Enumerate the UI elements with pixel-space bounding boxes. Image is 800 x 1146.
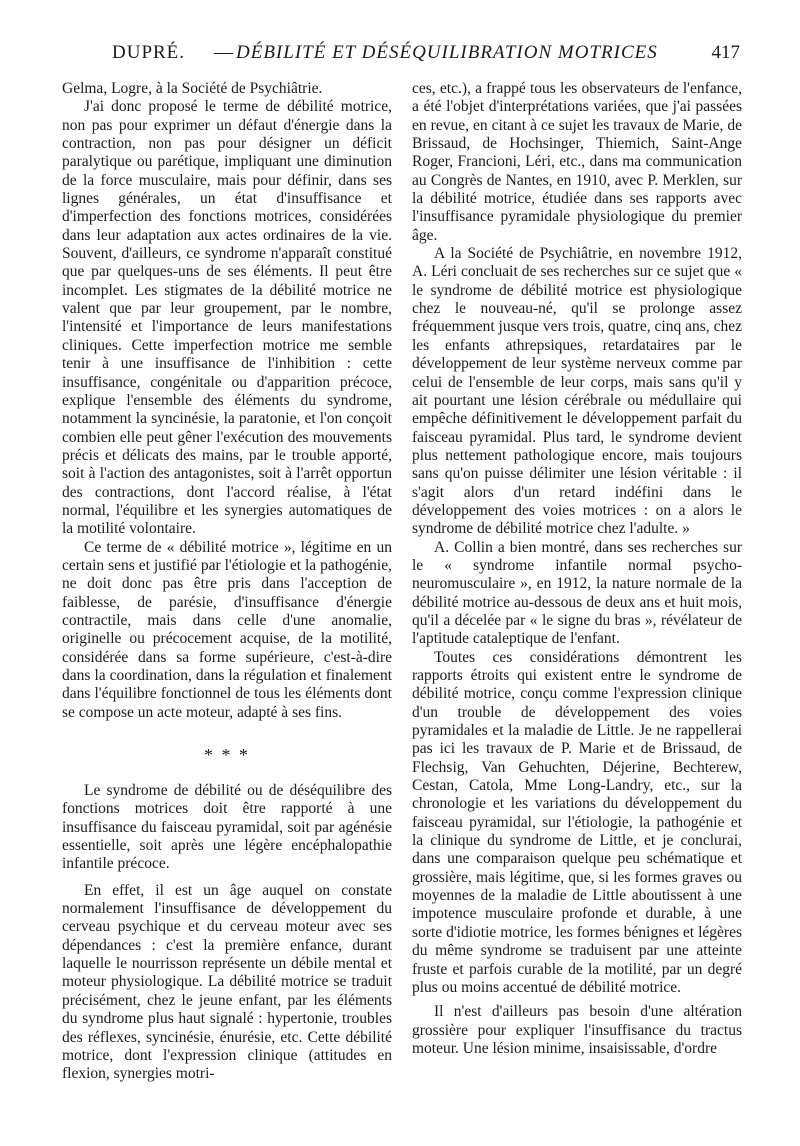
running-header bbox=[60, 40, 740, 70]
paragraph: Il n'est d'ailleurs pas besoin d'une altération grossière pour expliquer l'insuffisance du tractus moteur. Une lésion minime, insaisissable, d'ordre bbox=[412, 1003, 742, 1057]
header-title: DÉBILITÉ ET DÉSÉQUILIBRATION MOTRICES bbox=[236, 42, 658, 63]
paragraph: Gelma, Logre, à la Société de Psychiâtrie. bbox=[62, 80, 323, 97]
left-column bbox=[62, 80, 392, 1084]
paragraph: J'ai donc proposé le terme de débilité motrice, non pas pour exprimer un défaut d'énergie dans la contraction, non pas pour désigner un déficit paralytique ou parétique, impliquant une diminution de la force musculaire, mais pour définir, dans ses lignes générales, un état d'insuffisance et d'imperfection des fonctions motrices, considérées dans leur adaptation aux actes ordinaires de la vie. Souvent, d'ailleurs, ce syndrome n'apparaît constitué que par quelques-uns de ses éléments. Il peut être incomplet. Les stigmates de la débilité motrice ne valent que par leur groupement, par le nombre, l'intensité et l'importance de leurs manifestations cliniques. Cette imperfection motrice me semble tenir à une insuffisance de l'inhibition : cette insuffisance, congénitale ou d'apparition précoce, explique l'ensemble des éléments du syndrome, notamment la syncinésie, la paratonie, et l'on conçoit combien elle peut gêner l'exécution des mouvements précis et délicats des mains, par le trouble apporté, soit à l'action des antagonistes, soit à l'arrêt opportun des contractions, dont l'accord réalise, à l'état normal, l'équilibre et les synergies automatiques de la motilité volontaire. bbox=[62, 98, 392, 538]
paragraph: En effet, il est un âge auquel on constate normalement l'insuffisance de développement du cerveau psychique et du cerveau moteur avec ses dépendances : c'est la première enfance, durant laquelle le nourrisson représente un débile mental et moteur physiologique. La débilité motrice se traduit précisément, chez le jeune enfant, par les éléments du syndrome plus haut signalé : hypertonie, troubles des réflexes, syncinésie, énurésie, etc. Cette débilité motrice, dont l'expression clinique (attitudes en flexion, synergies motri- bbox=[62, 881, 392, 1083]
paragraph: A. Collin a bien montré, dans ses recherches sur le « syndrome infantile normal psycho-neuromusculaire », en 1912, la nature normale de la débilité motrice au-dessous de deux ans et huit mois, qu'il a décelée par « le signe du bras », révélateur de l'aptitude cataleptique de l'enfant. bbox=[412, 538, 742, 648]
paragraph: Le syndrome de débilité ou de déséquilibre des fonctions motrices doit être rapporté à une insuffisance du faisceau pyramidal, soit par agénésie essentielle, soit après une légère encéphalopathie infantile précoce. bbox=[62, 782, 392, 873]
paragraph: ces, etc.), a frappé tous les observateurs de l'enfance, a été l'objet d'interprétations variées, que j'ai passées en revue, en citant à ce sujet les travaux de Marie, de Brissaud, de Hochsinger, Thiemich, Saint-Ange Roger, Francioni, Léri, etc., dans ma communication au Congrès de Nantes, en 1910, avec P. Merklen, sur la débilité motrice, étudiée dans ses rapports avec l'insuffisance pyramidale physiologique du premier âge. bbox=[412, 80, 742, 244]
page-number: 417 bbox=[711, 42, 740, 63]
header-author: DUPRÉ. bbox=[112, 42, 186, 63]
right-column bbox=[412, 80, 742, 1058]
paragraph: Toutes ces considérations démontrent les rapports étroits qui existent entre le syndrome de débilité motrice, conçu comme l'expression clinique d'un trouble de développement des voies pyramidales et la maladie de Little. Je ne rappellerai pas ici les travaux de P. Marie et de Brissaud, de Flechsig, Van Gehuchten, Déjerine, Bechterew, Cestan, Catola, Mme Long-Landry, etc., sur la chronologie et les variations du développement du faisceau pyramidal, sur l'étiologie, la pathogénie et la clinique du syndrome de Little, et je conclurai, dans une comparaison quelque peu schématique et grossière, mais légitime, que, si les formes graves ou moyennes de la maladie de Little aboutissent à une impotence musculaire profonde et durable, à une sorte d'idiotie motrice, les formes bénignes et légères du même syndrome se traduisent par une atteinte fruste et parfois curable de la motilité, par un degré plus ou moins accentué de débilité motrice. bbox=[412, 648, 742, 996]
paragraph: A la Société de Psychiâtrie, en novembre 1912, A. Léri concluait de ses recherches sur ce sujet que « le syndrome de débilité motrice est physiologique chez le nouveau-né, qu'il se prolonge assez fréquemment jusque vers trois, quatre, cinq ans, chez les enfants athrepsiques, retardataires par le développement de leur système nerveux comme par celui de l'ensemble de leur corps, mais sans qu'il y ait pourtant une lésion cérébrale ou médullaire qui empêche définitivement le développement parfait du faisceau pyramidal. Plus tard, le syndrome devient plus nettement pathologique encore, mais toujours sans qu'on puisse délimiter une lésion véritable : il s'agit alors d'un retard indéfini dans le développement des voies motrices : on a alors le syndrome de débilité motrice chez l'adulte. » bbox=[412, 245, 742, 538]
header-dash: — bbox=[214, 42, 233, 63]
paragraph: Ce terme de « débilité motrice », légitime en un certain sens et justifié par l'étiologie et la pathogénie, ne doit donc pas être pris dans l'acception de faiblesse, de parésie, d'insuffisance d'énergie contractile, mais dans celle d'une anomalie, originelle ou précocement acquise, de la motilité, considérée dans sa forme supérieure, c'est-à-dire dans la coordination, dans la régulation et finalement dans l'équilibre fonctionnel de tous les éléments dont se compose un acte moteur, adapté à ses fins. bbox=[62, 538, 392, 721]
section-separator: * * * bbox=[204, 745, 250, 766]
